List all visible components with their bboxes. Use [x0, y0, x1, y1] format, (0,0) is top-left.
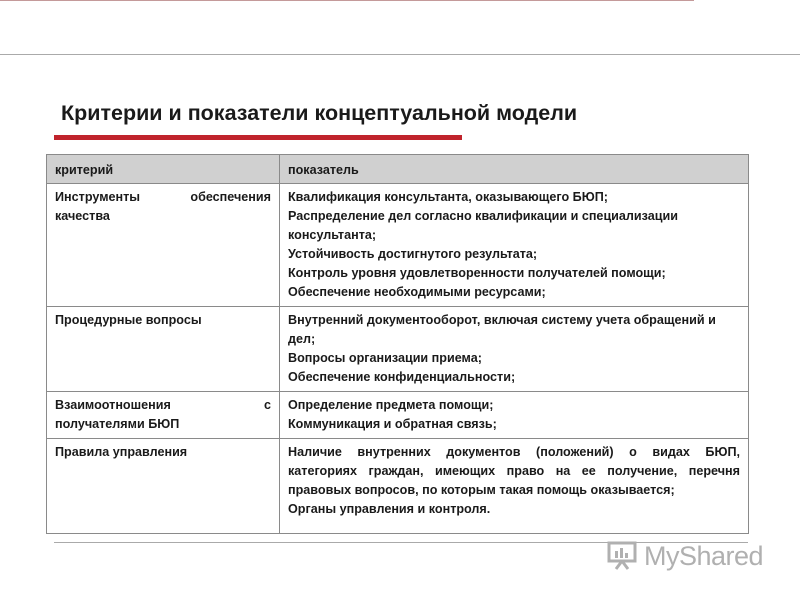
- table-row: [47, 439, 749, 534]
- slide-title: Критерии и показатели концептуальной модели: [61, 101, 578, 125]
- indicator-item: Внутренний документооборот, включая систему учета обращений и дел;: [288, 313, 716, 346]
- header-indicator: показатель: [280, 155, 749, 184]
- criterion-line: Правила управления: [55, 445, 188, 459]
- indicator-cell: [280, 307, 749, 392]
- indicator-item: Коммуникация и обратная связь;: [288, 417, 497, 431]
- criterion-line: Взаимоотношения с: [55, 398, 271, 412]
- indicator-item: Обеспечение необходимыми ресурсами;: [288, 285, 546, 299]
- table-row: [47, 184, 749, 307]
- indicator-cell: [280, 184, 749, 307]
- indicator-item: Обеспечение конфиденциальности;: [288, 370, 516, 384]
- criterion-cell: [47, 392, 280, 439]
- indicator-item: Распределение дел согласно квалификации и специализации консультанта;: [288, 209, 678, 242]
- indicator-cell: [280, 392, 749, 439]
- criterion-line: получателями БЮП: [55, 417, 180, 431]
- presentation-icon: [606, 537, 640, 576]
- title-accent-bar: [54, 135, 462, 140]
- indicator-cell: [280, 439, 749, 534]
- indicator-item: Определение предмета помощи;: [288, 398, 494, 412]
- indicator-item: Контроль уровня удовлетворенности получателей помощи;: [288, 266, 666, 280]
- indicator-item: Органы управления и контроля.: [288, 502, 491, 516]
- criterion-cell: [47, 307, 280, 392]
- table-header-row: [47, 155, 749, 184]
- criteria-table: [46, 154, 749, 534]
- indicator-item: Квалификация консультанта, оказывающего БЮП;: [288, 190, 608, 204]
- table-row: [47, 392, 749, 439]
- top-divider: [0, 54, 800, 55]
- criterion-line: качества: [55, 209, 110, 223]
- indicator-item: Устойчивость достигнутого результата;: [288, 247, 538, 261]
- header-criterion: критерий: [47, 155, 280, 184]
- criterion-cell: [47, 184, 280, 307]
- indicator-item: Наличие внутренних документов (положений) о видах БЮП, категориях граждан, имеющих право на ее получение, перечня правовых вопросов, по которым такая помощь оказывается;: [288, 445, 740, 497]
- watermark-text: MyShared: [644, 540, 764, 571]
- title-underline: [0, 0, 694, 1]
- indicator-item: Вопросы организации приема;: [288, 351, 482, 365]
- criterion-line: Процедурные вопросы: [55, 313, 202, 327]
- criterion-line: Инструменты обеспечения: [55, 190, 271, 204]
- watermark-logo: [606, 536, 763, 576]
- table-row: [47, 307, 749, 392]
- criterion-cell: [47, 439, 280, 534]
